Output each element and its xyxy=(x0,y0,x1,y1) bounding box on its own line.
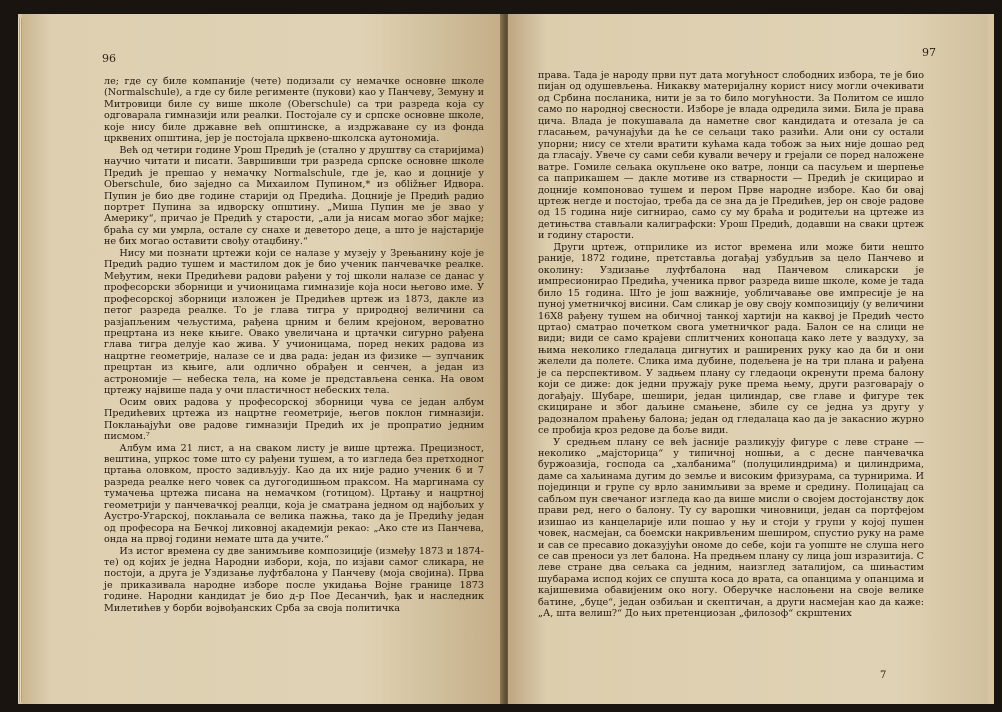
paragraph: ле; где су биле компаније (чете) подизали су немачке основне школе (Normalschule), а где су биле регименте (пукови) као у Панчеву, Земуну и Митровици биле су више школе (Oberschule) са три разреда која су одговарала гимназији или реалки. Постојале су и српске основне школе, које нису биле државне већ општинске, а издржаване су из фонда црквених општина, јер је постојала црквено-школска аутономија. xyxy=(104,76,484,145)
right-page-number: 97 xyxy=(922,46,936,59)
paragraph: Осим ових радова у професорској зборници чува се један албум Предићевих цртежа из нацртне геометрије, његов поклон гимназији. Поклањајући ове радове гимназији Предић их је пропратио једним писмом.⁷ xyxy=(104,396,484,443)
signature-mark: 7 xyxy=(880,670,887,681)
right-page-text xyxy=(538,70,924,620)
left-page-number: 96 xyxy=(102,52,116,65)
paragraph: Већ од четири године Урош Предић је (стално у друштву са старијима) научио читати и писати. Завршивши три разреда српске основне школе Предић је прешао у немачку Normalschule, где је, као и доцније у Oberschule, био заједно са Михаилом Пупином,* из обližњег Идвора. Пупин је био две године старији од Предића. Доцније је Предић радио портрет Пупина за идворску општину. „Миша Пупин ме је звао у Америку“, причао је Предић у старости, „али ја нисам могао због мајке; браћа су ми умрла, остале су снахе и деветоро деце, а што је најстарије не бих могао оставити свођу отаџбину.“ xyxy=(104,144,484,248)
left-page-text xyxy=(104,76,484,614)
paragraph: Други цртеж, отприлике из истог времена или може бити нешто раније, 1872 године, претставља догађај узбудљив за цело Панчево и околину: Уздизање луфтбалона над Панчевом сликарски је импресионирао Предића, ученика првог разреда више школе, коме је тада било 15 година. Што је још важније, уобличавање ове импресије је на пуној уметничкој висини. Сам сликар је ову своју композицију (у величини 16X8 рађену тушем на обичној танкој хартији на каквој је Предић често цртао) сматрао почетком свога уметничког рада. Балон се на слици не види; види се само крајеви сплитчених конопаца како лете у ваздуху, за њима неколико гледалаца дигнутих и раширених руку као да би и они желели да полете. Слика има дубине, подељена је на три плана и рађена је са перспективом. У задњем плану су гледаоци окренути према балону који се диже: док једни пружају руке према њему, други разговарају о догађају. Шубаре, шешири, један цилиндар, све главе и фигуре тек скициране и због даљине смањене, збиле су се једна уз другу у радозналом праћењу балона; један од гледалаца као да је закаснио журно се пробија кроз редове да боље види. xyxy=(538,241,924,437)
left-page xyxy=(22,14,504,704)
paragraph: Нису ми познати цртежи који се налазе у музеју у Зрењанину које је Предић радио тушем и мастилом док је био ученик панчевачке реалке. Међутим, неки Предићеви радови рађени у тој школи налазе се данас у професорски зборници и учионицама гимназије која носи његово име. У професорској зборници изложен је Предићев цртеж из 1873, дакле из петог разреда реалке. То је глава тигра у природној величини са разјапљеним чељустима, рађена црним и белим крејоном, вероватно прецртана из неке књиге. Овако увеличана и цртачки сигурно рађена глава тигра делује као жива. У учионицама, поред неких радова из нацртне геометрије, налазе се и два рада: један из физике — зупчаник прецртан из књиге, али одлично обрађен и сенчен, а један из астрономије — небеска тела, на коме је представљена сенка. На овом цртежу највише пада у очи пластичност небеских тела. xyxy=(104,247,484,397)
paragraph: У средњем плану се већ јасније разликују фигуре с леве стране — неколико „мајсторица“ у типичној ношњи, а с десне панчевачка буржоазија, господа са „халбанима“ (полуцилиндрима) и цилиндрима, даме са хаљинама дугим до земље и високим фризурама, са турнирима. И појединци и групе су врло занимљиви за време и средину. Полицајац са сабљом пун свечаног изгледа као да више мисли о својем достојанству док прави ред, него о балону. Ту су варошки чиновници, један са портфејом изишао из канцеларије или пошао у њу и стоји у групи у којој пушен човек, насмејан, са боемски накривљеним шеширом, спустио руку на раме и сав се пресавио доказујући ономе до себе, који га уопште не слуша него се сав преноси уз лет балона. На предњем плану су лица још изразитија. С леве стране два сељака са једним, наизглед заталиjом, са шињастим шубарама испод којих се спушта коса до врата, са опанцима у опанцима и кајишевима обавијеним око ногу. Оберучке наслоњени на своје велике батине, „буце“, један озбиљан и скептичан, а други насмејан као да каже: „А, шта велиш?“ До њих претенциозан „филозоф“ скрштених xyxy=(538,436,924,620)
paragraph: права. Тада је народу први пут дата могућност слободних избора, те је био пијан од одушевљења. Никакву материјалну корист нису могли очекивати од Србина посланика, нити је за то било могућности. За Политом се ишло само по народној свесности. Изборе је влада одредила зими. Била је права цича. Влада је покушавала да наметне свог кандидата и отезала је са гласањем, рачунајући да ће се сељаци тако разићи. Али они су остали упорни; нису се хтели вратити кућама када тобож за њих није дошао ред да гласају. Увече су сами себи кували вечеру и грејали се поред наложене ватре. Гомиле сељака окупљене око ватре, лонци са пасуљем и шерпење са паприкашем — дакле мотиве из стварности — Предић је скицирао и доцније компоновао тушем и пером Прве народне изборе. Као би овај цртеж негде и постојао, треба да се зна да је Предићев, јер он своје радове од 15 година није сигнирао, само су му браћа и родитељи на цртеже из детињства стављали калиграфски: Урош Предић, додавши на сваки цртеж и годину старости. xyxy=(538,70,924,242)
paragraph: Из истог времена су две занимљиве композиције (између 1873 и 1874-те) од којих је једна Народни избори, која, по изјави самог сликара, не постоји, а друга је Уздизање луфтбалона у Панчеву (моја својина). Прва је приказивала народне изборе после укидања Војне границе 1873 године. Народни кандидат је био д-р Пое Десанчић, ђак и наследник Милетићев у борби војвођанских Срба за своја политичка xyxy=(104,545,484,614)
paragraph: Албум има 21 лист, а на сваком листу је више цртежа. Прецизност, вештина, упркос томе што су рађени тушем, а то изгледа без претходног цртања оловком, просто задивљују. Као да их није радио ученик 6 и 7 разреда реалке него човек са дугогодишњом праксом. На маргинама су тумачења цртежа писана на немачком (готицом). Цртању и нацртној геометрији у панчевачкој реалци, која је сматрана једном од најбољих у Аустро-Угарској, поклањала се велика пажња, тако да је Предићу један од професора на Бечкој ликовној академији рекао: „Ако сте из Панчева, онда на првој години немате шта да учите.“ xyxy=(104,442,484,546)
right-page xyxy=(508,14,988,704)
